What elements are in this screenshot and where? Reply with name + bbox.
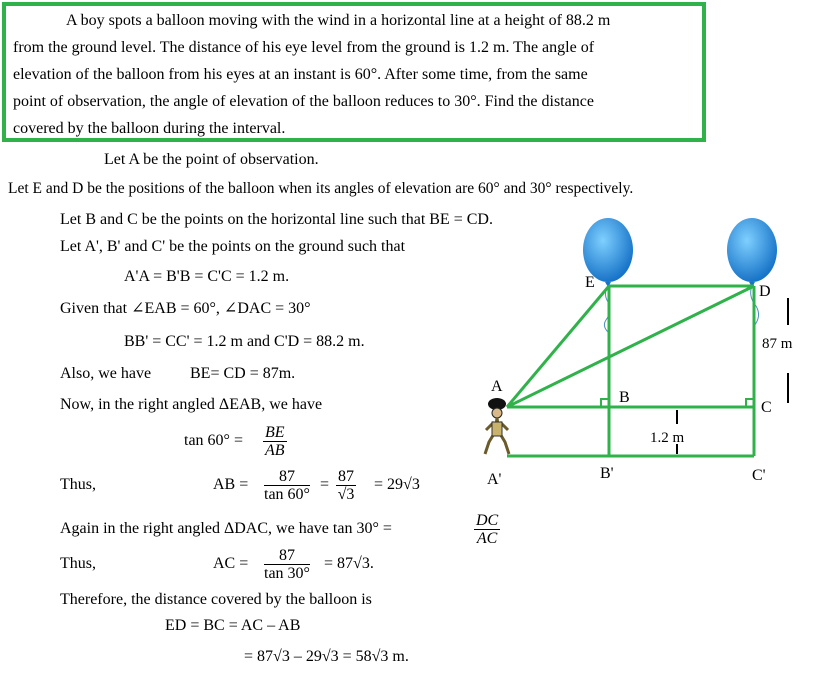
ac-num: 87 <box>264 547 310 565</box>
tan30-fraction <box>474 512 500 547</box>
tan30-num: DC <box>476 512 499 529</box>
label-a: A <box>491 378 503 395</box>
tan60-den: AB <box>265 442 285 459</box>
thus-2: Thus, <box>60 555 96 572</box>
tan60-fraction <box>263 424 287 459</box>
ed-eq: ED = BC = AC – AB <box>165 617 301 634</box>
also-label: Also, we have <box>60 365 152 382</box>
now-text: Now, in the right angled ΔEAB, we have <box>60 396 323 413</box>
label-b-prime: B' <box>600 465 614 482</box>
ac-result-rad: 3 <box>361 555 370 572</box>
problem-line-1: A boy spots a balloon moving with the wind in a horizontal line at a height of 88.2 m <box>66 12 611 29</box>
ab-lhs: AB = <box>213 476 249 493</box>
let-ed-text: Let E and D be the positions of the balloon when its angles of elevation are 60° and 30° respectively. <box>8 180 634 197</box>
problem-line-2: from the ground level. The distance of his eye level from the ground is 1.2 m. The angle of <box>13 39 595 56</box>
label-a-prime: A' <box>487 471 502 488</box>
ab-f1-num: 87 <box>264 468 310 486</box>
given-text: Given that ∠EAB = 60°, ∠DAC = 30° <box>60 300 311 317</box>
ab-fraction-1 <box>264 468 310 503</box>
ac-result: = 87√3. <box>324 555 374 572</box>
eq-primes-text: A'A = B'B = C'C = 1.2 m. <box>124 268 290 285</box>
ab-f2-den-rad: 3 <box>346 486 355 503</box>
ab-result: = 29√3 <box>374 476 420 493</box>
label-height-1-2: 1.2 m <box>650 430 685 446</box>
thus-1: Thus, <box>60 476 96 493</box>
tan60-num: BE <box>265 424 285 441</box>
balloon-d-icon <box>727 218 777 326</box>
let-bc-text: Let B and C be the points on the horizontal line such that BE = CD. <box>60 211 493 228</box>
bb-cc-text: BB' = CC' = 1.2 m and C'D = 88.2 m. <box>124 333 365 350</box>
final-mid2: = 58 <box>338 648 372 665</box>
ab-f2-den: √3 <box>337 486 355 503</box>
line-ae <box>507 286 609 407</box>
ac-result-pre: = 87 <box>324 555 354 572</box>
final-rad-3: 3 <box>380 648 389 665</box>
label-b: B <box>619 389 630 406</box>
also-eq: BE= CD = 87m. <box>190 365 296 382</box>
ab-eq-sign: = <box>320 476 330 493</box>
again-text: Again in the right angled ΔDAC, we have tan 30° = <box>60 520 392 537</box>
ab-f1-den: tan 60° <box>264 486 310 503</box>
final-pre: = 87 <box>244 648 274 665</box>
label-c-prime: C' <box>752 467 766 484</box>
ac-result-post: . <box>369 555 374 572</box>
final-eq: = 87√3 – 29√3 = 58√3 m. <box>244 648 409 665</box>
ab-result-rad: 3 <box>411 476 420 493</box>
problem-box <box>2 2 706 142</box>
final-rad-1: 3 <box>281 648 290 665</box>
label-c: C <box>761 399 772 416</box>
label-d: D <box>759 283 771 300</box>
let-primes-text: Let A', B' and C' be the points on the ground such that <box>60 238 406 255</box>
tan30-den: AC <box>476 530 498 547</box>
line-ad <box>507 286 754 407</box>
tan60-lhs: tan 60° = <box>184 432 243 449</box>
ab-result-pre: = 29 <box>374 476 404 493</box>
final-rad-2: 3 <box>330 648 339 665</box>
therefore-text: Therefore, the distance covered by the balloon is <box>60 591 372 608</box>
geometry-diagram <box>470 210 815 490</box>
problem-line-5: covered by the balloon during the interval. <box>13 120 286 137</box>
ac-lhs: AC = <box>213 555 249 572</box>
final-mid: – 29 <box>289 648 322 665</box>
ac-fraction <box>264 547 310 582</box>
boy-figure-icon <box>485 398 509 454</box>
ac-den: tan 30° <box>264 565 310 582</box>
final-post: m. <box>388 648 409 665</box>
problem-line-4: point of observation, the angle of elevation of the balloon reduces to 30°. Find the distance <box>13 93 594 110</box>
problem-line-3: elevation of the balloon from his eyes at an instant is 60°. After some time, from the same <box>13 66 588 83</box>
let-a-text: Let A be the point of observation. <box>104 151 319 168</box>
ab-f2-num: 87 <box>338 468 354 485</box>
label-e: E <box>585 274 595 291</box>
ab-fraction-2 <box>336 468 356 503</box>
label-height-87: 87 m <box>762 336 793 352</box>
